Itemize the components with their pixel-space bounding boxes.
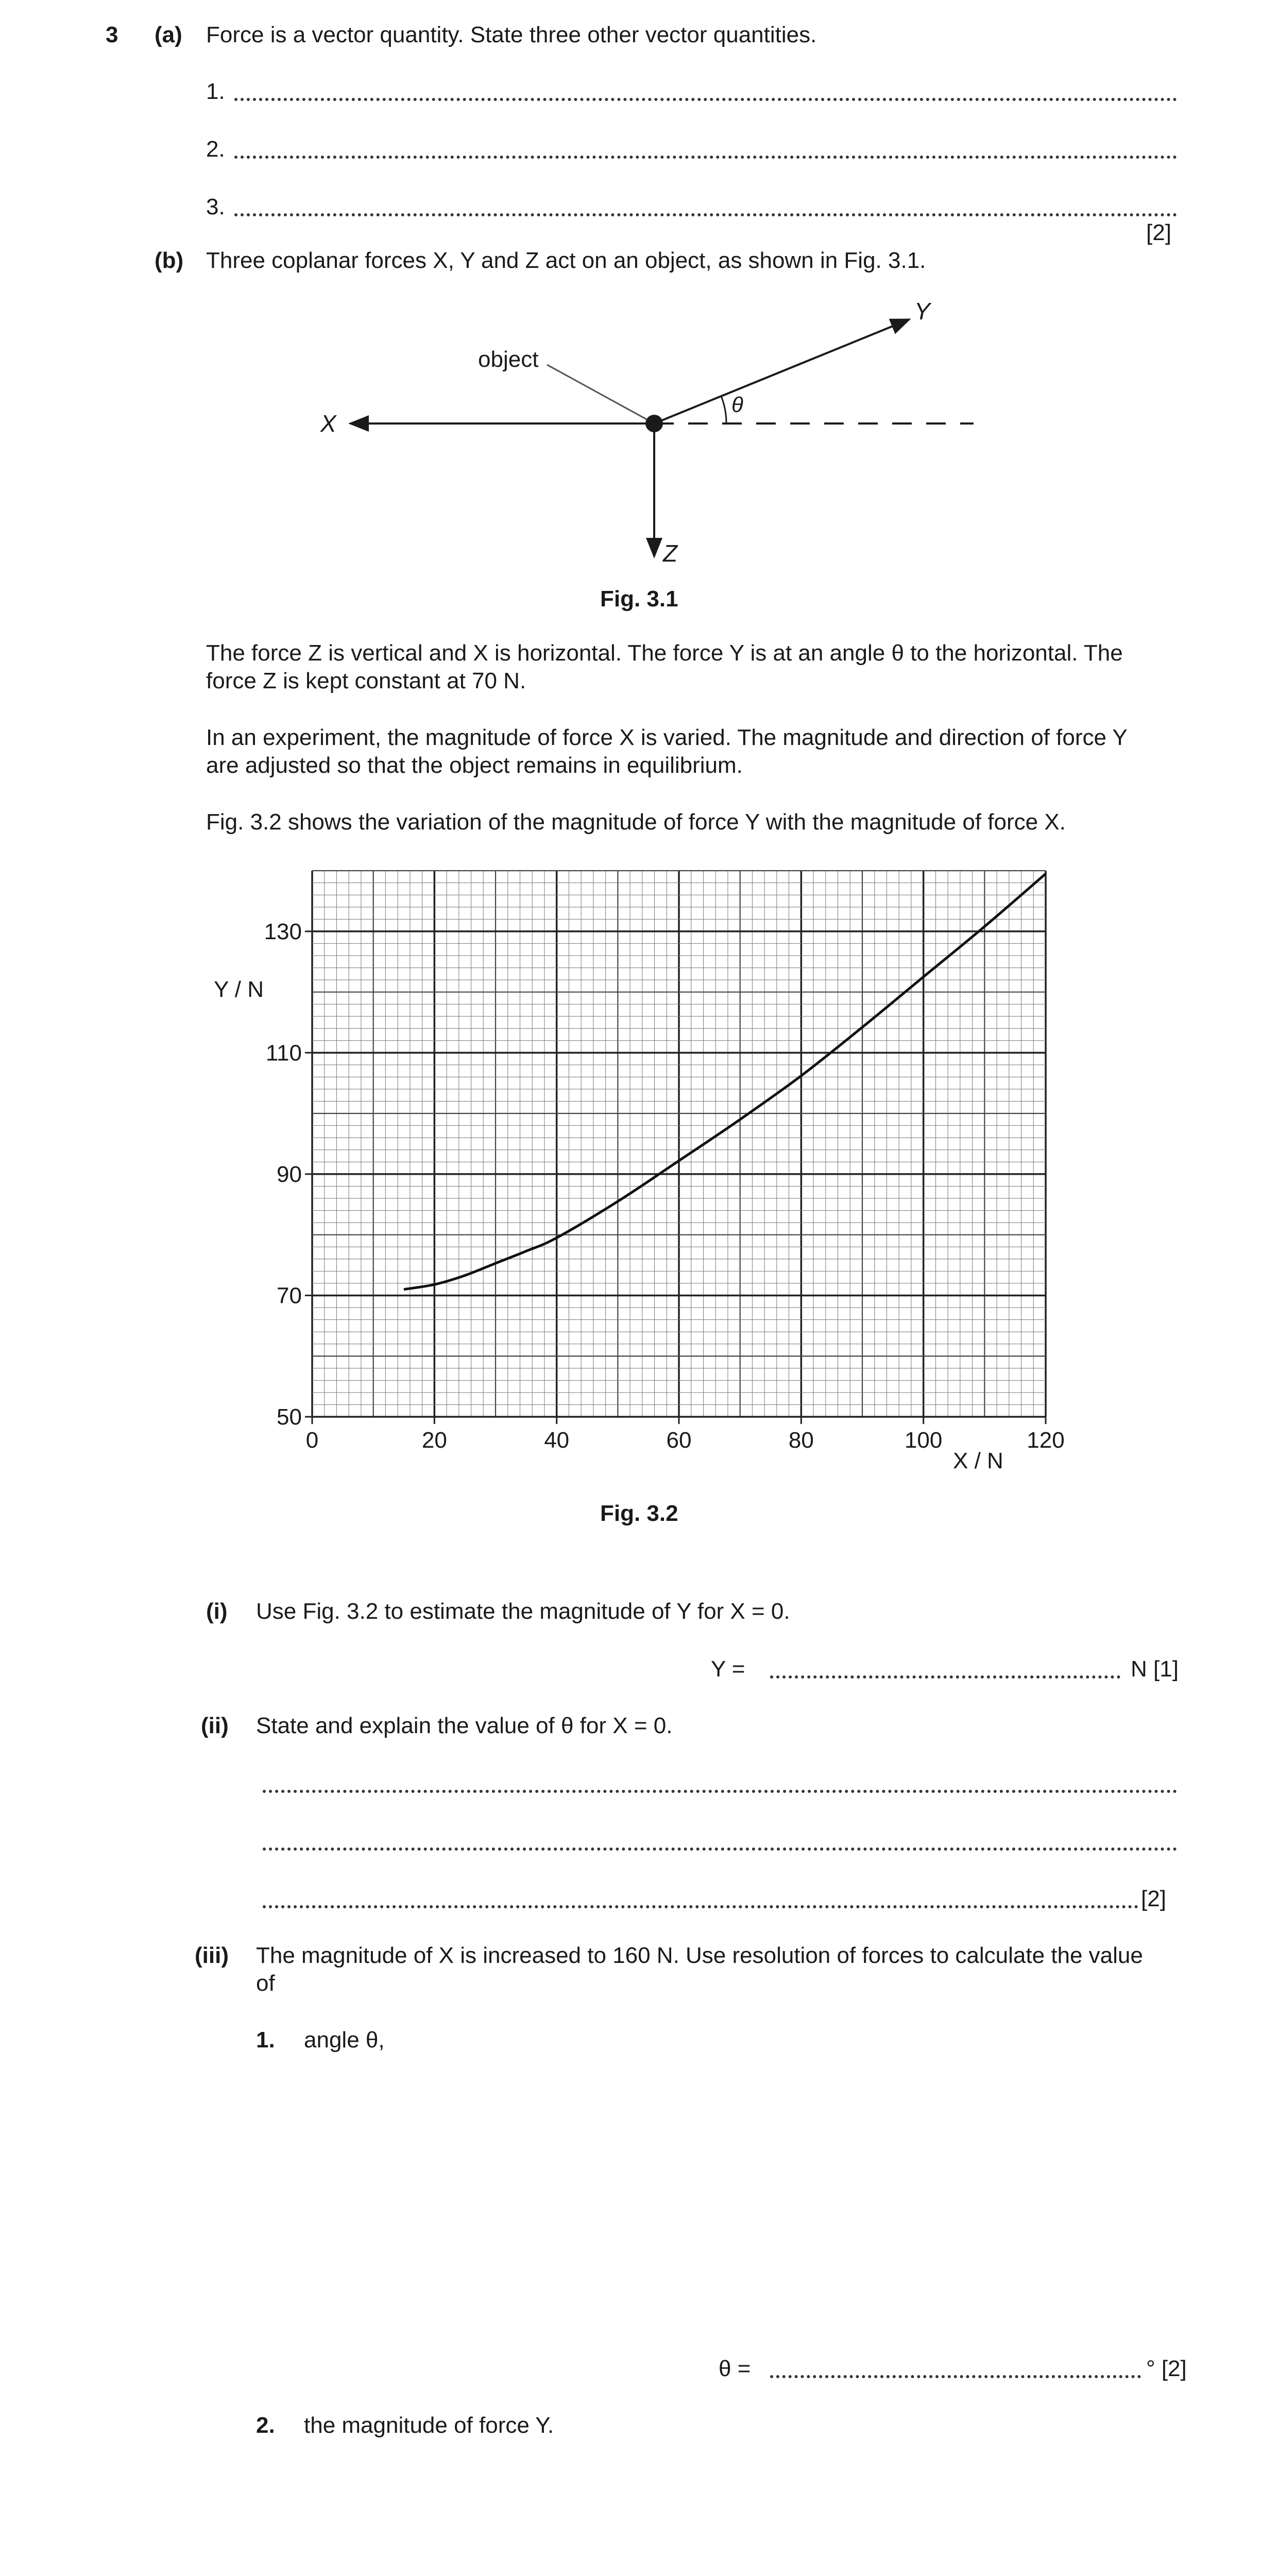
y-vs-x-curve — [404, 874, 1046, 1290]
answer-line[interactable] — [234, 213, 1177, 216]
sub-iii-label: (iii) — [195, 1943, 229, 1968]
item1-label: 1. — [256, 2027, 275, 2053]
x-tick-label: 100 — [904, 1428, 943, 1453]
force-x-label: X — [320, 410, 336, 437]
item1-answer-suffix: ° [2] — [1146, 2356, 1187, 2381]
para1-line2: force Z is kept constant at 70 N. — [206, 668, 526, 693]
sub-ii-label: (ii) — [201, 1713, 229, 1738]
part-a-line-number: 1. — [206, 79, 225, 104]
x-axis-label: X / N — [953, 1448, 1003, 1473]
sub-iii-prompt-line1: The magnitude of X is increased to 160 N. Use resolution of forces to calculate the value — [256, 1943, 1143, 1968]
part-a-label: (a) — [155, 22, 182, 47]
sub-ii-prompt: State and explain the value of θ for X = 0. — [256, 1713, 673, 1738]
x-tick-label: 0 — [305, 1428, 319, 1453]
para2-line2: are adjusted so that the object remains in equilibrium. — [206, 753, 743, 778]
fig32-caption: Fig. 3.2 — [600, 1501, 678, 1526]
item1-answer-line[interactable] — [770, 2375, 1141, 2378]
x-tick-label: 20 — [421, 1428, 447, 1453]
question-number: 3 — [106, 22, 118, 47]
sub-i-answer-line[interactable] — [770, 1675, 1120, 1679]
sub-i-prompt: Use Fig. 3.2 to estimate the magnitude of Y for X = 0. — [256, 1599, 790, 1624]
object-leader-line — [547, 365, 654, 423]
answer-line[interactable] — [263, 1905, 1138, 1908]
item2-text: the magnitude of force Y. — [304, 2413, 554, 2438]
sub-i-answer-prefix: Y = — [711, 1656, 745, 1682]
y-tick-label: 130 — [264, 919, 302, 944]
sub-i-answer-suffix: N [1] — [1131, 1656, 1179, 1682]
part-a-marks: [2] — [1146, 220, 1171, 245]
object-dot — [645, 415, 663, 432]
object-label: object — [478, 347, 539, 372]
para2-line1: In an experiment, the magnitude of force X is varied. The magnitude and direction of force Y — [206, 725, 1128, 750]
part-a-line-number: 2. — [206, 137, 225, 162]
item1-text: angle θ, — [304, 2027, 385, 2053]
force-diagram — [0, 289, 1278, 577]
part-b-intro: Three coplanar forces X, Y and Z act on an object, as shown in Fig. 3.1. — [206, 248, 926, 273]
para1-line1: The force Z is vertical and X is horizontal. The force Y is at an angle θ to the horizontal. The — [206, 640, 1123, 666]
y-tick-label: 110 — [265, 1040, 302, 1066]
sub-i-label: (i) — [206, 1599, 228, 1624]
part-a-prompt: Force is a vector quantity. State three other vector quantities. — [206, 22, 817, 47]
answer-line[interactable] — [234, 156, 1177, 159]
x-tick-label: 60 — [666, 1428, 692, 1453]
x-tick-label: 40 — [544, 1428, 570, 1453]
item2-label: 2. — [256, 2413, 275, 2438]
sub-iii-prompt-line2: of — [256, 1971, 275, 1996]
theta-angle-arc — [721, 396, 726, 423]
x-tick-label: 120 — [1027, 1428, 1065, 1453]
sub-ii-marks: [2] — [1141, 1886, 1166, 1911]
answer-line[interactable] — [263, 1790, 1177, 1793]
force-y-arrow — [654, 319, 909, 423]
item1-answer-prefix: θ = — [719, 2356, 751, 2381]
para3: Fig. 3.2 shows the variation of the magnitude of force Y with the magnitude of force X. — [206, 809, 1066, 835]
part-b-label: (b) — [155, 248, 184, 273]
y-tick-label: 90 — [277, 1161, 302, 1187]
force-y-label: Y — [914, 298, 930, 325]
answer-line[interactable] — [263, 1848, 1177, 1851]
fig31-caption: Fig. 3.1 — [600, 586, 678, 612]
y-tick-label: 70 — [277, 1283, 302, 1309]
graph-y-vs-x — [0, 855, 1278, 1489]
y-tick-label: 50 — [277, 1404, 302, 1430]
force-z-label: Z — [663, 540, 678, 567]
y-axis-label: Y / N — [214, 977, 264, 1002]
answer-line[interactable] — [234, 98, 1177, 101]
part-a-line-number: 3. — [206, 194, 225, 219]
theta-label: θ — [731, 393, 743, 417]
x-tick-label: 80 — [788, 1428, 814, 1453]
